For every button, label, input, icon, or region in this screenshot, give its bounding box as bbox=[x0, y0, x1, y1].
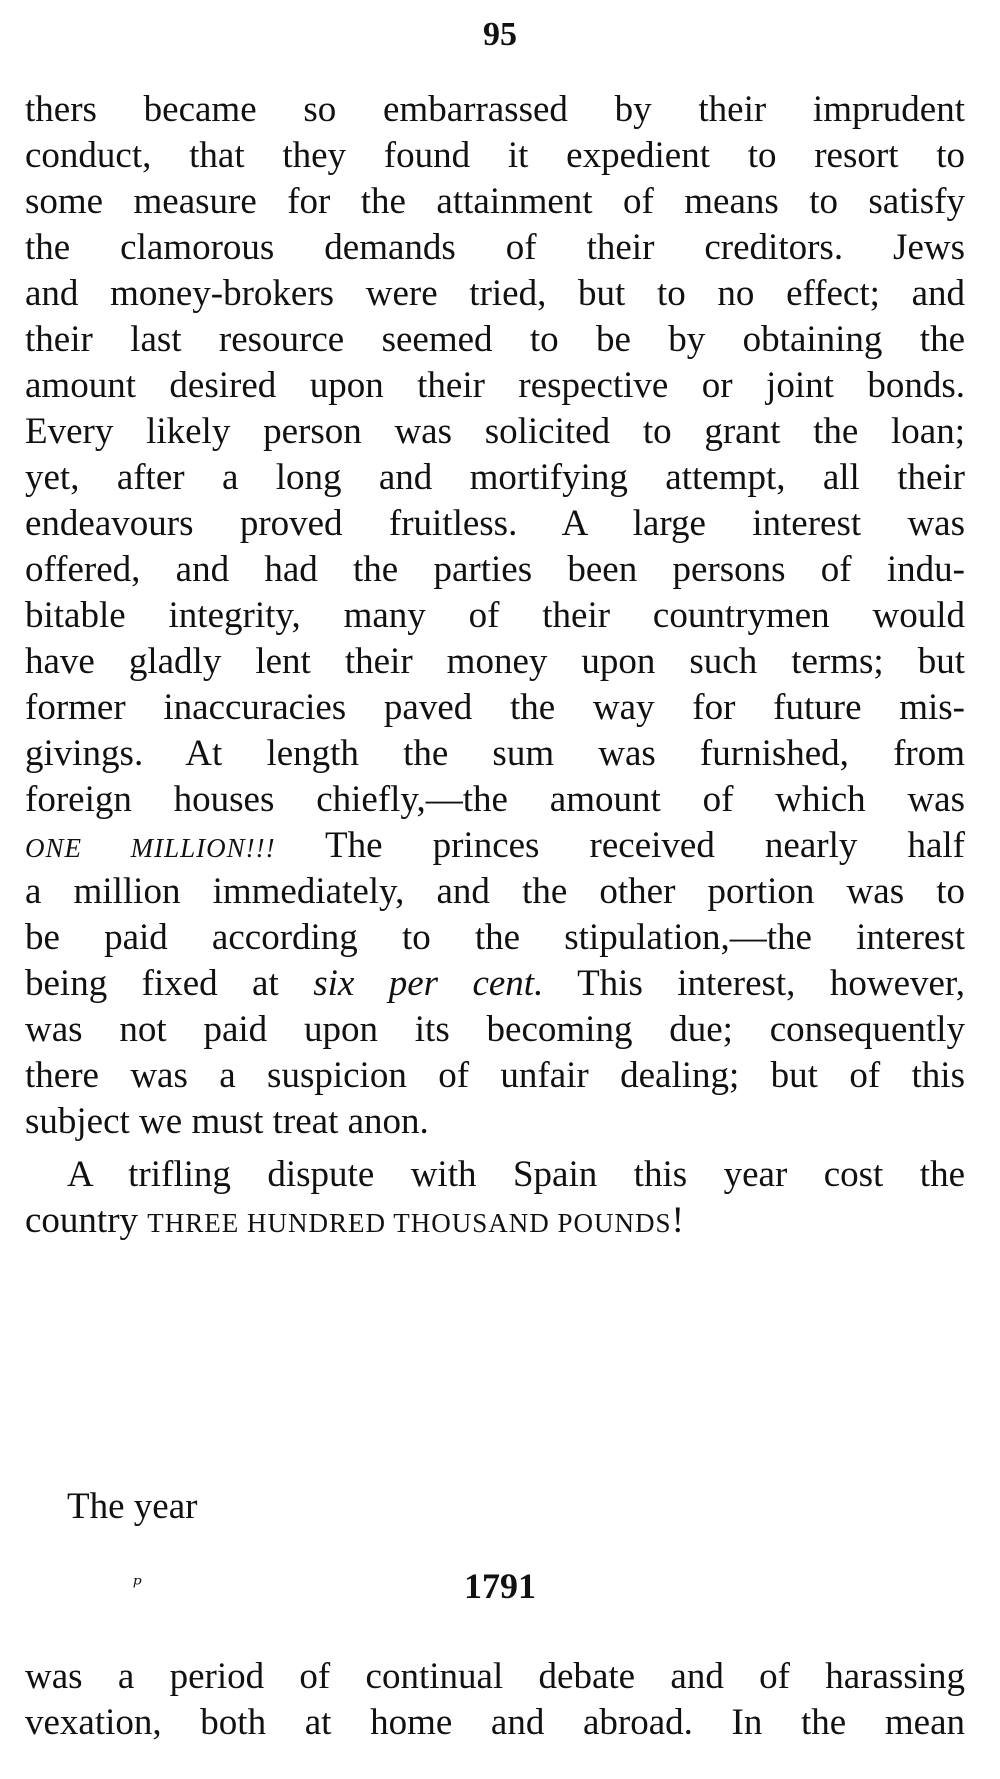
text-line: their last resource seemed to be by obtaining the bbox=[25, 319, 965, 360]
text-line: a million immediately, and the other portion was to bbox=[25, 871, 965, 912]
text-line: have gladly lent their money upon such terms; but bbox=[25, 641, 965, 682]
text-line: and money-brokers were tried, but to no effect; and bbox=[25, 273, 965, 314]
text-line: subject we must treat anon. bbox=[25, 1101, 429, 1142]
text-line: conduct, that they found it expedient to resort to bbox=[25, 135, 965, 176]
text-line: yet, after a long and mortifying attempt, all their bbox=[25, 457, 965, 498]
text-run: country bbox=[25, 1200, 148, 1241]
text-line: thers became so embarrassed by their imprudent bbox=[25, 89, 965, 130]
text-run: This interest, however, bbox=[543, 963, 966, 1004]
text-line: bitable integrity, many of their countrymen would bbox=[25, 595, 965, 636]
text-line bbox=[25, 1199, 965, 1245]
year-heading: 1791 bbox=[464, 1566, 536, 1606]
text-run: The princes received nearly half bbox=[275, 825, 965, 866]
text-line: former inaccuracies paved the way for future mis- bbox=[25, 687, 965, 728]
year-label: The year bbox=[67, 1486, 198, 1527]
text-line: was not paid upon its becoming due; consequently bbox=[25, 1009, 965, 1050]
text-line: the clamorous demands of their creditors. Jews bbox=[25, 227, 965, 268]
text-run: being fixed at bbox=[25, 963, 314, 1004]
text-line: A trifling dispute with Spain this year cost the bbox=[67, 1154, 965, 1195]
text-line: was a period of continual debate and of harassing bbox=[25, 1656, 965, 1697]
text-line: foreign houses chiefly,—the amount of which was bbox=[25, 779, 965, 820]
text-line: endeavours proved fruitless. A large interest was bbox=[25, 503, 965, 544]
text-line: offered, and had the parties been persons of indu- bbox=[25, 549, 965, 590]
text-line: amount desired upon their respective or joint bonds. bbox=[25, 365, 965, 406]
text-line: givings. At length the sum was furnished, from bbox=[25, 733, 965, 774]
text-line: vexation, both at home and abroad. In the mean bbox=[25, 1702, 965, 1743]
italic-six-per-cent: six per cent. bbox=[313, 963, 544, 1004]
page-number: 95 bbox=[483, 16, 517, 53]
text-line: some measure for the attainment of means to satisfy bbox=[25, 181, 965, 222]
small-caps-amount: THREE HUNDRED THOUSAND POUNDS bbox=[147, 1208, 672, 1238]
text-line bbox=[25, 824, 965, 870]
emphasis-one-million: ONE MILLION!!! bbox=[25, 833, 276, 863]
text-run: ! bbox=[671, 1200, 684, 1241]
text-line: Every likely person was solicited to grant the loan; bbox=[25, 411, 965, 452]
text-line: be paid according to the stipulation,—the interest bbox=[25, 917, 965, 958]
stray-mark: ᵖ bbox=[133, 1573, 142, 1598]
text-line bbox=[25, 962, 965, 1006]
text-line: there was a suspicion of unfair dealing; but of this bbox=[25, 1055, 965, 1096]
